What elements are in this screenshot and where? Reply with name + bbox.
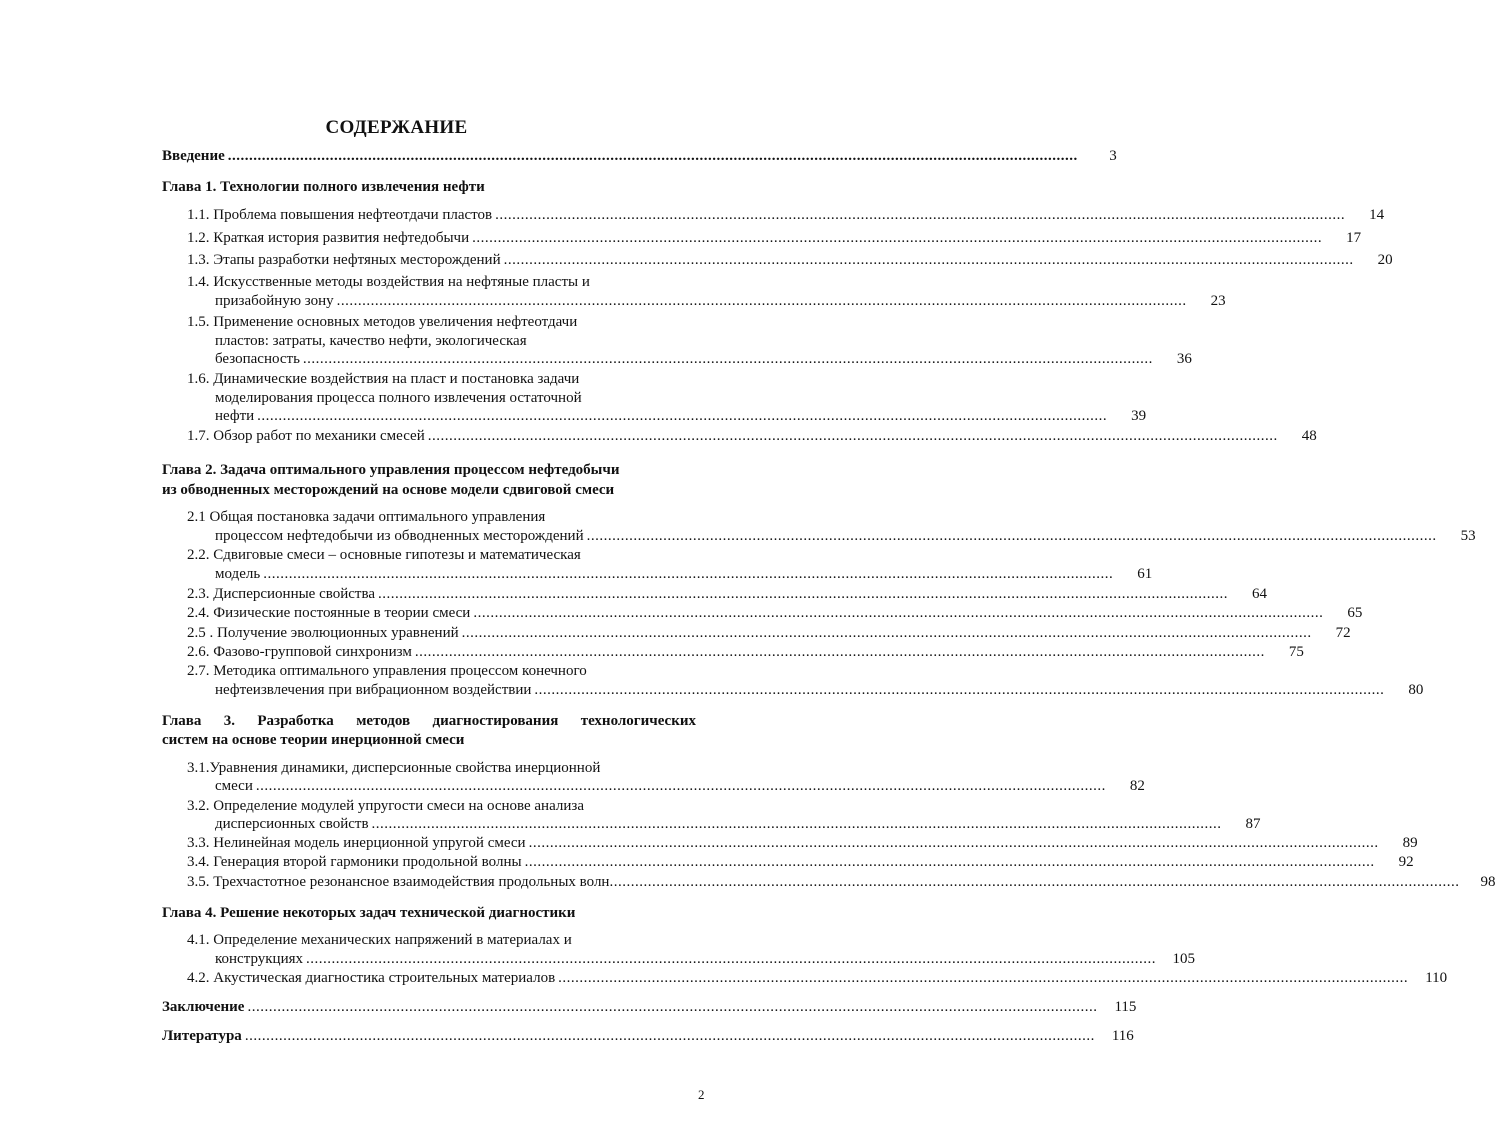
toc-entry-page: 115 [1114, 999, 1137, 1015]
toc-entry-2-2-line1: 2.2. Сдвиговые смеси – основные гипотезы и математическая [187, 547, 581, 563]
toc-entry-label: безопасность [215, 351, 300, 367]
dot-leader: ........................................................................................................................................................................................................ [257, 408, 1108, 424]
dot-leader: ........................................................................................................................................................................................................ [414, 644, 1265, 660]
dot-leader: ........................................................................................................................................................................................................ [472, 230, 1323, 246]
toc-entry-label: дисперсионных свойств [215, 816, 369, 832]
toc-entry-conclusion [162, 998, 1137, 1016]
toc-entry-1-5 [215, 350, 1192, 368]
dot-leader: ........................................................................................................................................................................................................ [378, 586, 1228, 602]
toc-entry-label: 1.3. Этапы разработки нефтяных месторождений [187, 252, 501, 268]
toc-entry-label: 1.2. Краткая история развития нефтедобычи [187, 230, 470, 246]
toc-entry-1-6-line1: 1.6. Динамические воздействия на пласт и постановка задачи [187, 371, 580, 387]
dot-leader: ........................................................................................................................................................................................................ [528, 835, 1379, 851]
dot-leader: ........................................................................................................................................................................................................ [473, 605, 1324, 621]
toc-entry-page: 87 [1245, 816, 1261, 832]
toc-entry-page: 80 [1408, 682, 1424, 698]
toc-entry-4-2 [187, 969, 1448, 987]
toc-entry-label: 2.6. Фазово-групповой синхронизм [187, 644, 412, 660]
toc-entry-2-5 [187, 624, 1351, 642]
toc-entry-page: 89 [1402, 835, 1418, 851]
toc-entry-3-2-line1: 3.2. Определение модулей упругости смеси на основе анализа [187, 798, 584, 814]
dot-leader: ........................................................................................................................................................................................................ [371, 816, 1222, 832]
dot-leader: ........................................................................................................................................................................................................ [534, 682, 1385, 698]
toc-entry-page: 3 [1109, 148, 1117, 164]
toc-entry-2-3 [187, 585, 1267, 603]
toc-entry-label: нефтеизвлечения при вибрационном воздействии [215, 682, 532, 698]
dot-leader: ........................................................................................................................................................................................................ [524, 854, 1375, 870]
toc-entry-1-6 [215, 407, 1147, 425]
toc-entry-page: 14 [1369, 207, 1385, 223]
toc-entry-2-1-line1: 2.1 Общая постановка задачи оптимального управления [187, 509, 546, 525]
dot-leader: ........................................................................................................................................................................................................ [255, 778, 1106, 794]
page-number: 2 [698, 1087, 705, 1102]
dot-leader: ........................................................................................................................................................................................................ [495, 207, 1346, 223]
toc-entry-3-3 [187, 834, 1418, 852]
toc-entry-3-4 [187, 853, 1414, 871]
toc-entry-page: 110 [1425, 970, 1448, 986]
dot-leader: ........................................................................................................................................................................................................ [609, 874, 1460, 890]
toc-entry-label: смеси [215, 778, 253, 794]
toc-entry-4-1-line1: 4.1. Определение механических напряжений в материалах и [187, 932, 572, 948]
toc-entry-3-1-line1: 3.1.Уравнения динамики, дисперсионные свойства инерционной [187, 760, 601, 776]
dot-leader: ........................................................................................................................................................................................................ [427, 428, 1278, 444]
toc-entry-1-3 [187, 251, 1393, 269]
toc-entry-page: 82 [1129, 778, 1145, 794]
toc-entry-label: 1.7. Обзор работ по механики смесей [187, 428, 425, 444]
toc-entry-label: модель [215, 566, 261, 582]
toc-entry-2-7 [215, 681, 1424, 699]
dot-leader: ........................................................................................................................................................................................................ [503, 252, 1354, 268]
toc-entry-3-5 [187, 873, 1495, 891]
toc-entry-page: 23 [1210, 293, 1226, 309]
toc-entry-3-1 [215, 777, 1145, 795]
toc-entry-page: 64 [1252, 586, 1267, 602]
toc-entry-literature [162, 1027, 1134, 1045]
toc-entry-label: Заключение [162, 999, 245, 1015]
toc-entry-label: конструкциях [215, 951, 303, 967]
toc-entry-label: 1.1. Проблема повышения нефтеотдачи пластов [187, 207, 493, 223]
chapter-1-heading: Глава 1. Технологии полного извлечения нефти [162, 179, 485, 195]
toc-entry-1-5-line2: пластов: затраты, качество нефти, экологическая [215, 333, 527, 349]
toc-entry-page: 53 [1460, 528, 1476, 544]
toc-entry-label: 4.2. Акустическая диагностика строительных материалов [187, 970, 556, 986]
toc-entry-page: 75 [1288, 644, 1304, 660]
toc-entry-1-2 [187, 229, 1362, 247]
toc-entry-page: 116 [1111, 1028, 1134, 1044]
toc-entry-page: 20 [1377, 252, 1393, 268]
chapter-2-heading-line2: из обводненных месторождений на основе модели сдвиговой смеси [162, 482, 615, 498]
toc-entry-label: 2.4. Физические постоянные в теории смеси [187, 605, 471, 621]
chapter-3-heading-line1: Глава 3. Разработка методов диагностирования технологических [162, 713, 696, 729]
toc-entry-1-5-line1: 1.5. Применение основных методов увеличения нефтеотдачи [187, 314, 578, 330]
toc-entry-page: 98 [1480, 874, 1495, 890]
chapter-2-heading-line1: Глава 2. Задача оптимального управления процессом нефтедобычи [162, 462, 620, 478]
toc-entry-2-6 [187, 643, 1304, 661]
toc-entry-2-4 [187, 604, 1363, 622]
toc-entry-page: 61 [1137, 566, 1153, 582]
toc-entry-page: 39 [1131, 408, 1147, 424]
toc-entry-label: 2.3. Дисперсионные свойства [187, 586, 375, 602]
toc-entry-label: 3.5. Трехчастотное резонансное взаимодействия продольных волн [187, 874, 610, 890]
toc-entry-page: 72 [1335, 625, 1351, 641]
toc-entry-page: 105 [1172, 951, 1195, 967]
toc-entry-label: 3.3. Нелинейная модель инерционной упругой смеси [187, 835, 526, 851]
dot-leader: ........................................................................................................................................................................................................ [586, 528, 1437, 544]
toc-entry-1-4 [215, 292, 1226, 310]
toc-entry-1-6-line2: моделирования процесса полного извлечения остаточной [215, 390, 582, 406]
dot-leader: ........................................................................................................................................................................................................ [558, 970, 1409, 986]
dot-leader: ........................................................................................................................................................................................................ [336, 293, 1187, 309]
toc-entry-3-2 [215, 815, 1261, 833]
toc-entry-1-4-line1: 1.4. Искусственные методы воздействия на нефтяные пласты и [187, 274, 590, 290]
dot-leader: ........................................................................................................................................................................................................ [263, 566, 1114, 582]
toc-entry-label: процессом нефтедобычи из обводненных месторождений [215, 528, 584, 544]
dot-leader: ........................................................................................................................................................................................................ [306, 951, 1156, 967]
toc-entry-2-2 [215, 565, 1153, 583]
dot-leader: ........................................................................................................................................................................................................ [302, 351, 1153, 367]
toc-entry-label: Литература [162, 1028, 242, 1044]
toc-entry-2-7-line1: 2.7. Методика оптимального управления процессом конечного [187, 663, 587, 679]
toc-entry-label: призабойную зону [215, 293, 334, 309]
dot-leader: ........................................................................................................................................................................................................ [244, 1028, 1095, 1044]
toc-entry-page: 36 [1176, 351, 1192, 367]
toc-entry-label: 2.5 . Получение эволюционных уравнений [187, 625, 459, 641]
toc-entry-label: нефти [215, 408, 255, 424]
toc-entry-page: 17 [1346, 230, 1362, 246]
toc-entry-page: 92 [1398, 854, 1414, 870]
toc-entry-page: 48 [1301, 428, 1317, 444]
chapter-4-heading: Глава 4. Решение некоторых задач технической диагностики [162, 905, 576, 921]
dot-leader: ........................................................................................................................................................................................................ [247, 999, 1098, 1015]
toc-entry-label: 3.4. Генерация второй гармоники продольной волны [187, 854, 522, 870]
dot-leader: ........................................................................................................................................................................................................ [227, 148, 1078, 164]
toc-title: СОДЕРЖАНИЕ [325, 117, 468, 138]
toc-entry-1-1 [187, 206, 1385, 224]
toc-entry-intro [162, 147, 1117, 165]
toc-entry-page: 65 [1347, 605, 1363, 621]
chapter-3-heading-line2: систем на основе теории инерционной смеси [162, 732, 465, 748]
dot-leader: ........................................................................................................................................................................................................ [461, 625, 1312, 641]
toc-entry-1-7 [187, 427, 1317, 445]
toc-entry-4-1 [215, 950, 1195, 968]
toc-entry-2-1 [215, 527, 1476, 545]
toc-entry-label: Введение [162, 148, 225, 164]
